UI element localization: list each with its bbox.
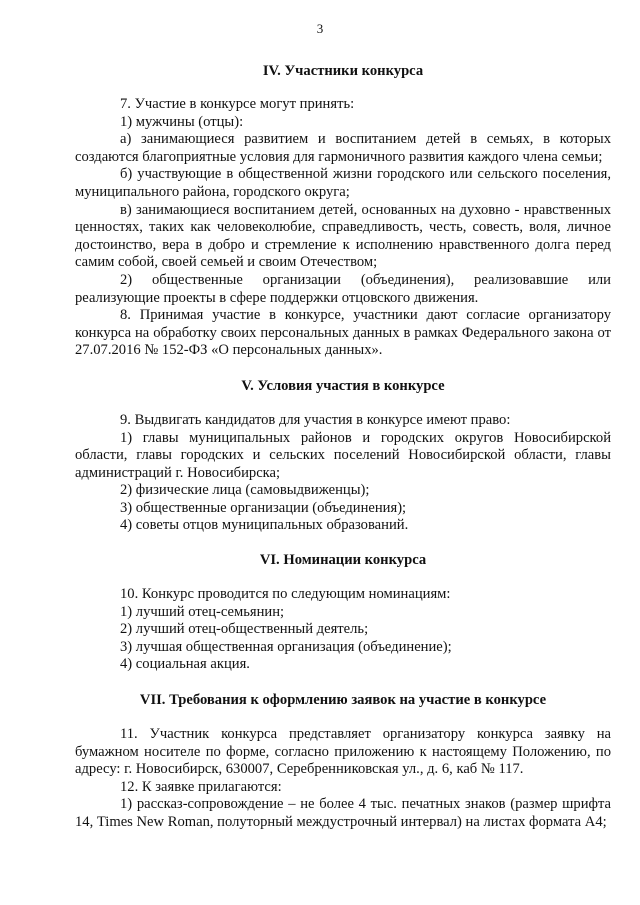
paragraph-7: 7. Участие в конкурсе могут принять: — [120, 96, 355, 112]
paragraph-10-item-2: 2) лучший отец-общественный деятель; — [120, 621, 369, 638]
paragraph-9-item-1: 1) главы муниципальных районов и городских округов Новосибирской области, главы городских и сельских поселений Новосибирской области, главы администраций г. Новосибирска; — [75, 429, 611, 481]
paragraph-7-item-2: 2) общественные организации (объединения), реализовавшие или реализующие проекты в сфере поддержки отцовского движения. — [75, 271, 611, 306]
paragraph-12-item-1: 1) рассказ-сопровождение – не более 4 тыс. печатных знаков (размер шрифта 14, Times New Roman, полуторный междустрочный интервал) на листах формата А4; — [75, 796, 611, 830]
paragraph-7-item-1b: б) участвующие в общественной жизни городского или сельского поселения, муниципального района, городского округа; — [75, 166, 611, 200]
section-heading-conditions: V. Условия участия в конкурсе — [241, 377, 445, 394]
paragraph-9-item-3: 3) общественные организации (объединения); — [120, 499, 407, 516]
paragraph-11: 11. Участник конкурса представляет организатору конкурса заявку на бумажном носителе по форме, согласно приложению к настоящему Положению, по адресу: г. Новосибирск, 630007, Серебренниковская ул., д. 6, каб № 117. — [75, 726, 611, 778]
paragraph-10: 10. Конкурс проводится по следующим номинациям: — [120, 586, 451, 603]
section-heading-requirements: VII. Требования к оформлению заявок на участие в конкурсе — [139, 692, 547, 709]
paragraph-10-item-1: 1) лучший отец-семьянин; — [120, 603, 285, 620]
paragraph-7-item-1c: в) занимающиеся воспитанием детей, основанных на духовно - нравственных ценностях, таких как человеколюбие, справедливость, честь, совесть, воля, личное достоинство, вера в добро и стремление к исполнению нравственного долга перед самим собой, своей семьей и своим Отечеством; — [75, 201, 611, 271]
page-number: 3 — [316, 21, 324, 36]
paragraph-12: 12. К заявке прилагаются: — [120, 778, 282, 795]
paragraph-9-item-2: 2) физические лица (самовыдвиженцы); — [120, 482, 370, 499]
paragraph-9-item-4: 4) советы отцов муниципальных образований. — [120, 517, 409, 534]
section-heading-participants: IV. Участники конкурса — [262, 63, 424, 79]
paragraph-8: 8. Принимая участие в конкурсе, участники дают согласие организатору конкурса на обработку своих персональных данных в рамках Федерального закона от 27.07.2016 № 152-ФЗ «О персональных данных». — [75, 307, 611, 359]
document-body — [75, 62, 611, 832]
paragraph-10-item-4: 4) социальная акция. — [120, 656, 250, 673]
paragraph-10-item-3: 3) лучшая общественная организация (объединение); — [120, 638, 452, 655]
paragraph-7-item-1: 1) мужчины (отцы): — [120, 113, 244, 130]
section-heading-nominations: VI. Номинации конкурса — [259, 552, 427, 569]
paragraph-7-item-1a: а) занимающиеся развитием и воспитанием детей в семьях, в которых создаются благоприятные условия для гармоничного развития каждого члена семьи; — [75, 131, 611, 165]
paragraph-9: 9. Выдвигать кандидатов для участия в конкурсе имеют право: — [120, 411, 511, 428]
